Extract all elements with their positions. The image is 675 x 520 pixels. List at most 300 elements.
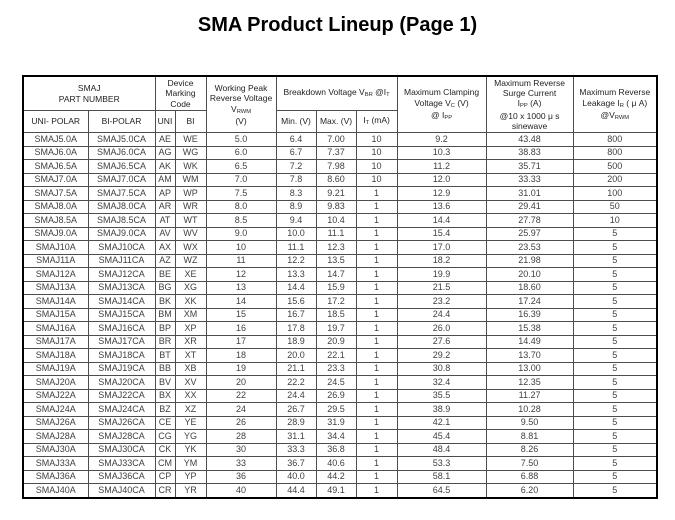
cell-bi-polar-part: SMAJ5.0CA [88,133,155,147]
cell-leakage-ir-ua: 5 [573,457,657,471]
cell-bi-marking-code: WZ [175,254,206,268]
cell-vrwm-v: 8.0 [206,200,276,214]
header-text: Voltage V [414,97,451,108]
cell-breakdown-max-v: 40.6 [316,457,356,471]
cell-vrwm-v: 28 [206,430,276,444]
cell-uni-polar-part: SMAJ16A [23,322,88,336]
cell-bi-polar-part: SMAJ10CA [88,241,155,255]
cell-it-ma: 10 [356,146,397,160]
header-bi-polar: BI-POLAR [88,111,155,133]
cell-surge-ipp-a: 8.26 [486,443,573,457]
cell-uni-polar-part: SMAJ30A [23,443,88,457]
cell-uni-polar-part: SMAJ10A [23,241,88,255]
table-row [23,173,657,187]
cell-leakage-ir-ua: 5 [573,254,657,268]
cell-uni-polar-part: SMAJ20A [23,376,88,390]
cell-leakage-ir-ua: 5 [573,335,657,349]
cell-breakdown-max-v: 17.2 [316,295,356,309]
cell-uni-marking-code: CK [155,443,175,457]
cell-vrwm-v: 20 [206,376,276,390]
header-line: @10 x 1000 μ s [499,110,560,121]
cell-it-ma: 1 [356,200,397,214]
subscript: PP [520,103,528,110]
cell-it-ma: 1 [356,241,397,255]
cell-it-ma: 1 [356,322,397,336]
cell-uni-marking-code: BX [155,389,175,403]
cell-clamping-vc-v: 27.6 [397,335,486,349]
page [0,14,675,499]
cell-breakdown-min-v: 8.3 [276,187,316,201]
cell-uni-polar-part: SMAJ5.0A [23,133,88,147]
cell-bi-polar-part: SMAJ13CA [88,281,155,295]
cell-breakdown-max-v: 15.9 [316,281,356,295]
cell-surge-ipp-a: 15.38 [486,322,573,336]
cell-breakdown-max-v: 11.1 [316,227,356,241]
cell-breakdown-min-v: 6.4 [276,133,316,147]
cell-breakdown-min-v: 6.7 [276,146,316,160]
cell-leakage-ir-ua: 5 [573,443,657,457]
cell-bi-polar-part: SMAJ12CA [88,268,155,282]
cell-vrwm-v: 19 [206,362,276,376]
cell-bi-marking-code: YM [175,457,206,471]
cell-breakdown-min-v: 21.1 [276,362,316,376]
cell-surge-ipp-a: 8.81 [486,430,573,444]
table-row [23,187,657,201]
cell-clamping-vc-v: 12.0 [397,173,486,187]
cell-it-ma: 1 [356,403,397,417]
cell-bi-marking-code: WX [175,241,206,255]
cell-breakdown-max-v: 31.9 [316,416,356,430]
cell-uni-marking-code: BT [155,349,175,363]
table-row [23,133,657,147]
table-body [23,133,657,498]
cell-breakdown-max-v: 7.98 [316,160,356,174]
cell-vrwm-v: 30 [206,443,276,457]
cell-breakdown-max-v: 29.5 [316,403,356,417]
cell-it-ma: 1 [356,187,397,201]
cell-breakdown-max-v: 9.21 [316,187,356,201]
cell-clamping-vc-v: 10.3 [397,146,486,160]
cell-leakage-ir-ua: 5 [573,281,657,295]
cell-breakdown-max-v: 10.4 [316,214,356,228]
cell-it-ma: 1 [356,281,397,295]
table-row [23,389,657,403]
cell-surge-ipp-a: 20.10 [486,268,573,282]
cell-leakage-ir-ua: 5 [573,268,657,282]
cell-bi-polar-part: SMAJ40CA [88,484,155,498]
cell-bi-marking-code: WG [175,146,206,160]
header-max-v: Max. (V) [316,111,356,133]
cell-surge-ipp-a: 13.70 [486,349,573,363]
cell-breakdown-min-v: 18.9 [276,335,316,349]
cell-bi-polar-part: SMAJ16CA [88,322,155,336]
cell-clamping-vc-v: 38.9 [397,403,486,417]
table-row [23,362,657,376]
cell-uni-polar-part: SMAJ8.0A [23,200,88,214]
cell-vrwm-v: 15 [206,308,276,322]
header-line [207,104,276,116]
cell-bi-polar-part: SMAJ20CA [88,376,155,390]
cell-breakdown-max-v: 14.7 [316,268,356,282]
cell-leakage-ir-ua: 10 [573,214,657,228]
cell-leakage-ir-ua: 5 [573,241,657,255]
header-line: Maximum Reverse [579,87,651,98]
cell-bi-marking-code: YE [175,416,206,430]
header-working-peak-reverse-voltage [206,76,276,133]
subscript: R [619,102,624,109]
cell-uni-polar-part: SMAJ14A [23,295,88,309]
header-text: I [517,98,521,109]
cell-uni-polar-part: SMAJ6.5A [23,160,88,174]
cell-clamping-vc-v: 21.5 [397,281,486,295]
cell-leakage-ir-ua: 800 [573,146,657,160]
cell-it-ma: 1 [356,457,397,471]
header-text: Breakdown Voltage V [283,87,365,98]
cell-breakdown-max-v: 44.2 [316,470,356,484]
cell-vrwm-v: 13 [206,281,276,295]
cell-surge-ipp-a: 43.48 [486,133,573,147]
cell-uni-polar-part: SMAJ18A [23,349,88,363]
page-title: SMA Product Lineup (Page 1) [197,14,478,36]
cell-it-ma: 1 [356,389,397,403]
cell-it-ma: 1 [356,295,397,309]
cell-breakdown-max-v: 34.4 [316,430,356,444]
cell-uni-marking-code: AK [155,160,175,174]
header-line: Working Peak [214,82,268,93]
header-line: Device [167,77,194,88]
cell-breakdown-min-v: 17.8 [276,322,316,336]
sma-product-table [22,75,658,499]
cell-uni-marking-code: BE [155,268,175,282]
cell-surge-ipp-a: 21.98 [486,254,573,268]
cell-uni-polar-part: SMAJ28A [23,430,88,444]
cell-bi-polar-part: SMAJ14CA [88,295,155,309]
cell-surge-ipp-a: 7.50 [486,457,573,471]
cell-vrwm-v: 17 [206,335,276,349]
cell-breakdown-min-v: 12.2 [276,254,316,268]
cell-clamping-vc-v: 30.8 [397,362,486,376]
cell-surge-ipp-a: 14.49 [486,335,573,349]
table-row [23,376,657,390]
cell-leakage-ir-ua: 5 [573,403,657,417]
cell-breakdown-min-v: 7.8 [276,173,316,187]
cell-surge-ipp-a: 31.01 [486,187,573,201]
header-line: Maximum Clamping [403,87,480,98]
cell-bi-polar-part: SMAJ17CA [88,335,155,349]
cell-bi-polar-part: SMAJ8.5CA [88,214,155,228]
header-maximum-clamping-voltage [397,76,486,133]
cell-breakdown-max-v: 24.5 [316,376,356,390]
header-line: sinewave [511,120,548,131]
cell-breakdown-min-v: 16.7 [276,308,316,322]
cell-leakage-ir-ua: 5 [573,308,657,322]
cell-clamping-vc-v: 11.2 [397,160,486,174]
cell-leakage-ir-ua: 5 [573,389,657,403]
header-line: (V) [235,115,247,126]
header-uni-polar: UNI- POLAR [23,111,88,133]
cell-breakdown-min-v: 14.4 [276,281,316,295]
cell-bi-marking-code: WM [175,173,206,187]
header-text: V [231,103,237,114]
cell-bi-marking-code: YK [175,443,206,457]
cell-breakdown-max-v: 9.83 [316,200,356,214]
cell-it-ma: 10 [356,173,397,187]
cell-uni-marking-code: AV [155,227,175,241]
cell-breakdown-min-v: 9.4 [276,214,316,228]
header-line [487,98,573,110]
cell-breakdown-max-v: 26.9 [316,389,356,403]
cell-vrwm-v: 6.5 [206,160,276,174]
cell-uni-polar-part: SMAJ24A [23,403,88,417]
cell-clamping-vc-v: 17.0 [397,241,486,255]
subscript: T [365,120,370,127]
cell-uni-polar-part: SMAJ26A [23,416,88,430]
cell-uni-marking-code: AR [155,200,175,214]
subscript: BR [364,92,373,99]
header-text: Leakage I [582,97,620,108]
cell-clamping-vc-v: 23.2 [397,295,486,309]
header-line [398,98,486,110]
cell-uni-marking-code: CR [155,484,175,498]
cell-uni-polar-part: SMAJ19A [23,362,88,376]
subscript: PP [444,114,453,121]
table-row [23,214,657,228]
cell-breakdown-min-v: 20.0 [276,349,316,363]
table-row [23,308,657,322]
header-text: (mA) [369,115,390,126]
cell-breakdown-min-v: 40.0 [276,470,316,484]
cell-vrwm-v: 22 [206,389,276,403]
cell-uni-marking-code: BZ [155,403,175,417]
cell-breakdown-min-v: 24.4 [276,389,316,403]
cell-surge-ipp-a: 18.60 [486,281,573,295]
cell-breakdown-max-v: 7.00 [316,133,356,147]
cell-uni-polar-part: SMAJ17A [23,335,88,349]
cell-bi-marking-code: WE [175,133,206,147]
cell-leakage-ir-ua: 500 [573,160,657,174]
cell-it-ma: 1 [356,362,397,376]
cell-bi-marking-code: XE [175,268,206,282]
cell-bi-polar-part: SMAJ11CA [88,254,155,268]
cell-bi-marking-code: WT [175,214,206,228]
cell-it-ma: 10 [356,160,397,174]
cell-leakage-ir-ua: 5 [573,484,657,498]
cell-bi-marking-code: XK [175,295,206,309]
cell-bi-polar-part: SMAJ24CA [88,403,155,417]
cell-breakdown-min-v: 8.9 [276,200,316,214]
cell-clamping-vc-v: 19.9 [397,268,486,282]
cell-uni-polar-part: SMAJ40A [23,484,88,498]
table-row [23,268,657,282]
subscript: RWM [614,114,630,121]
cell-breakdown-min-v: 28.9 [276,416,316,430]
cell-leakage-ir-ua: 5 [573,227,657,241]
table-row [23,430,657,444]
cell-breakdown-max-v: 12.3 [316,241,356,255]
header-line [574,110,657,122]
cell-it-ma: 1 [356,484,397,498]
cell-breakdown-min-v: 15.6 [276,295,316,309]
cell-vrwm-v: 26 [206,416,276,430]
cell-clamping-vc-v: 32.4 [397,376,486,390]
cell-uni-polar-part: SMAJ9.0A [23,227,88,241]
header-maximum-reverse-leakage [573,76,657,133]
cell-leakage-ir-ua: 5 [573,470,657,484]
cell-vrwm-v: 24 [206,403,276,417]
table-row [23,416,657,430]
cell-uni-marking-code: AE [155,133,175,147]
header-text: @ I [431,109,445,120]
cell-clamping-vc-v: 14.4 [397,214,486,228]
cell-clamping-vc-v: 9.2 [397,133,486,147]
table-row [23,470,657,484]
subscript: RWM [236,108,251,115]
cell-it-ma: 1 [356,254,397,268]
header-it-ma [356,111,397,133]
cell-uni-polar-part: SMAJ36A [23,470,88,484]
header-line: Reverse Voltage [209,93,273,104]
cell-uni-polar-part: SMAJ11A [23,254,88,268]
cell-uni-marking-code: BV [155,376,175,390]
subscript: T [386,92,390,99]
cell-uni-polar-part: SMAJ7.5A [23,187,88,201]
cell-bi-marking-code: XT [175,349,206,363]
cell-vrwm-v: 16 [206,322,276,336]
cell-vrwm-v: 11 [206,254,276,268]
header-text: (V) [454,97,469,108]
cell-bi-polar-part: SMAJ7.0CA [88,173,155,187]
cell-breakdown-min-v: 26.7 [276,403,316,417]
cell-breakdown-max-v: 49.1 [316,484,356,498]
cell-bi-marking-code: YR [175,484,206,498]
cell-clamping-vc-v: 29.2 [397,349,486,363]
cell-bi-polar-part: SMAJ19CA [88,362,155,376]
cell-surge-ipp-a: 16.39 [486,308,573,322]
cell-it-ma: 1 [356,430,397,444]
cell-bi-polar-part: SMAJ9.0CA [88,227,155,241]
cell-leakage-ir-ua: 5 [573,349,657,363]
cell-clamping-vc-v: 64.5 [397,484,486,498]
cell-clamping-vc-v: 24.4 [397,308,486,322]
header-text: @I [372,87,387,98]
cell-surge-ipp-a: 17.24 [486,295,573,309]
cell-breakdown-max-v: 8.60 [316,173,356,187]
cell-uni-marking-code: BG [155,281,175,295]
header-text: I [363,115,366,126]
cell-vrwm-v: 18 [206,349,276,363]
cell-vrwm-v: 7.5 [206,187,276,201]
cell-uni-polar-part: SMAJ33A [23,457,88,471]
cell-bi-marking-code: YG [175,430,206,444]
cell-surge-ipp-a: 13.00 [486,362,573,376]
cell-breakdown-min-v: 10.0 [276,227,316,241]
cell-breakdown-max-v: 22.1 [316,349,356,363]
cell-vrwm-v: 12 [206,268,276,282]
cell-bi-polar-part: SMAJ36CA [88,470,155,484]
table-row [23,349,657,363]
subscript: C [450,102,455,109]
cell-bi-marking-code: XX [175,389,206,403]
cell-vrwm-v: 7.0 [206,173,276,187]
cell-leakage-ir-ua: 5 [573,295,657,309]
cell-breakdown-min-v: 33.3 [276,443,316,457]
table-row [23,254,657,268]
header-line: Marking [165,88,196,99]
cell-uni-marking-code: BK [155,295,175,309]
cell-uni-marking-code: CM [155,457,175,471]
cell-surge-ipp-a: 12.35 [486,376,573,390]
cell-uni-marking-code: BR [155,335,175,349]
cell-vrwm-v: 36 [206,470,276,484]
cell-clamping-vc-v: 42.1 [397,416,486,430]
cell-vrwm-v: 14 [206,295,276,309]
cell-bi-marking-code: XZ [175,403,206,417]
cell-uni-marking-code: AM [155,173,175,187]
cell-bi-marking-code: XP [175,322,206,336]
cell-vrwm-v: 10 [206,241,276,255]
cell-uni-polar-part: SMAJ8.5A [23,214,88,228]
header-text: (A) [527,98,542,109]
cell-uni-marking-code: AX [155,241,175,255]
cell-clamping-vc-v: 12.9 [397,187,486,201]
header-text: ( μ A) [623,97,648,108]
cell-leakage-ir-ua: 800 [573,133,657,147]
cell-it-ma: 1 [356,443,397,457]
cell-it-ma: 1 [356,416,397,430]
cell-clamping-vc-v: 58.1 [397,470,486,484]
cell-leakage-ir-ua: 5 [573,416,657,430]
cell-it-ma: 1 [356,227,397,241]
cell-breakdown-max-v: 36.8 [316,443,356,457]
table-row [23,227,657,241]
cell-vrwm-v: 6.0 [206,146,276,160]
cell-clamping-vc-v: 45.4 [397,430,486,444]
header-breakdown-voltage [276,76,397,111]
header-line [398,110,486,122]
cell-breakdown-min-v: 31.1 [276,430,316,444]
header-uni: UNI [155,111,175,133]
header-line: Maximum Reverse [494,77,565,88]
cell-it-ma: 1 [356,268,397,282]
cell-bi-polar-part: SMAJ22CA [88,389,155,403]
cell-surge-ipp-a: 11.27 [486,389,573,403]
cell-breakdown-min-v: 36.7 [276,457,316,471]
cell-clamping-vc-v: 35.5 [397,389,486,403]
cell-surge-ipp-a: 23.53 [486,241,573,255]
cell-surge-ipp-a: 6.20 [486,484,573,498]
cell-breakdown-min-v: 22.2 [276,376,316,390]
cell-bi-polar-part: SMAJ26CA [88,416,155,430]
cell-breakdown-min-v: 44.4 [276,484,316,498]
table-row [23,281,657,295]
cell-it-ma: 1 [356,308,397,322]
header-line [574,98,657,110]
cell-leakage-ir-ua: 5 [573,376,657,390]
cell-clamping-vc-v: 15.4 [397,227,486,241]
cell-leakage-ir-ua: 200 [573,173,657,187]
cell-it-ma: 1 [356,349,397,363]
cell-uni-marking-code: AP [155,187,175,201]
cell-breakdown-max-v: 19.7 [316,322,356,336]
cell-bi-marking-code: WR [175,200,206,214]
cell-bi-polar-part: SMAJ7.5CA [88,187,155,201]
table-row [23,295,657,309]
cell-uni-marking-code: BM [155,308,175,322]
cell-vrwm-v: 8.5 [206,214,276,228]
header-text: @V [600,109,615,120]
header-line: SMAJ [77,83,101,94]
cell-uni-marking-code: AG [155,146,175,160]
